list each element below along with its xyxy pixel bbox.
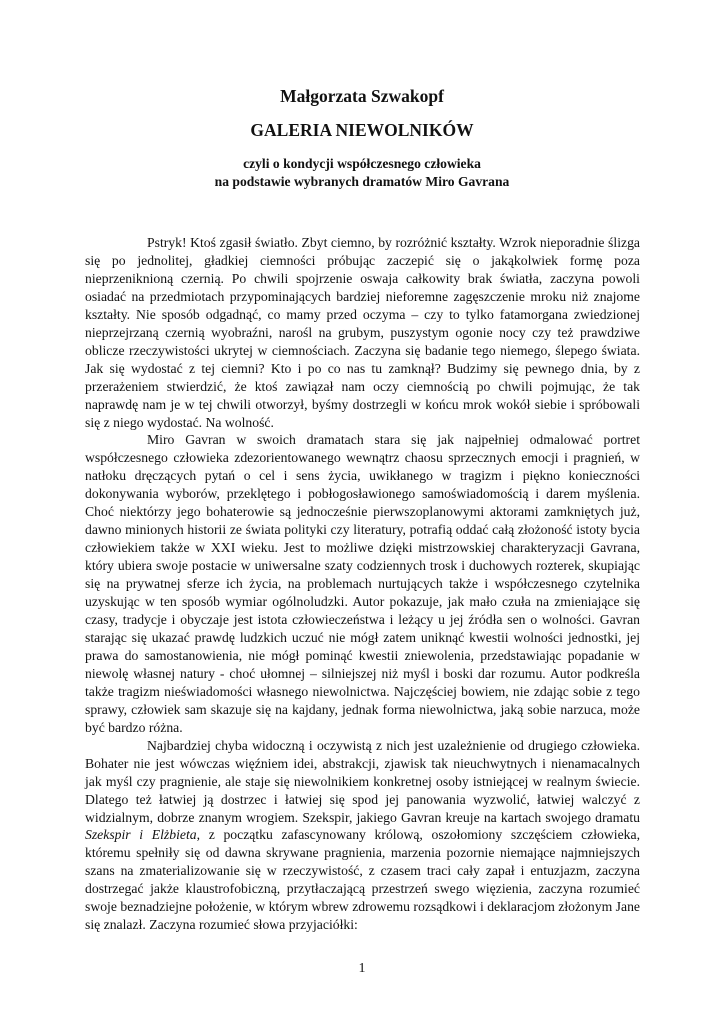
play-title-italic: Szekspir i Elżbieta	[85, 827, 197, 843]
paragraph-3-text-b: , z początku zafascynowany królową, oszołomiony szczęściem człowieka, któremu spełniły się od dawna skrywane pragnienia, marzenia pozornie niemające najmniejszych szans na zmaterializowanie się w rzeczywistość, z czasem traci cały zapał i entuzjazm, zaczyna dostrzegać jakże klaustrofobiczną, przytłaczającą przestrzeń swego więzienia, zaczyna rozumieć swoje beznadziejne położenie, w którym wbrew zdrowemu rozsądkowi i deklaracjom złożonym Jane się znalazł. Zaczyna rozumieć słowa przyjaciółki:	[85, 827, 640, 933]
paragraph-2: Miro Gavran w swoich dramatach stara się jak najpełniej odmalować portret współczesnego człowieka zdezorientowanego wewnątrz chaosu sprzecznych emocji i pragnień, w natłoku dręczących pytań o cel i sens życia, uwikłanego w tragizm i piękno konieczności dokonywania wyborów, przeklętego i pobłogosławionego samoświadomością i darem myślenia. Choć niektórzy jego bohaterowie są jednocześnie pierwszoplanowymi aktorami zamkniętych już, dawno minionych historii ze świata polityki czy literatury, potrafią oddać całą złożoność istoty bycia człowiekiem także w XXI wieku. Jest to możliwe dzięki mistrzowskiej charakteryzacji Gavrana, który ubiera swoje postacie w uniwersalne szaty codziennych trosk i duchowych rozterek, skupiając się na prywatnej sferze ich życia, na problemach nurtujących także i współczesnego czytelnika uzyskując w ten sposób wymiar ogólnoludzki. Autor pokazuje, jak mało czuła na zmieniające się czasy, tradycje i obyczaje jest istota człowieczeństwa i leżący u jej źródła sen o wolności. Gavran starając się ukazać prawdę ludzkich uczuć nie mógł zatem uniknąć kwestii wolności jednostki, jej prawa do samostanowienia, nie mógł pominąć kwestii zniewolenia, przedstawiając popadanie w niewolę własnej natury - choć ułomnej – silniejszej niż myśl i boski dar rozumu. Autor podkreśla także tragizm nieświadomości własnego niewolnictwa. Najczęściej bowiem, nie zdając sobie z tego sprawy, człowiek sam skazuje się na kajdany, jednak forma niewolnictwa, jaką sobie narzuca, może być bardzo różna.	[85, 432, 640, 735]
document-title: GALERIA NIEWOLNIKÓW	[250, 120, 474, 140]
page-number: 1	[358, 961, 366, 976]
author-name: Małgorzata Szwakopf	[280, 86, 444, 106]
document-subtitle	[0, 155, 724, 191]
subtitle-line-2: na podstawie wybranych dramatów Miro Gavrana	[214, 174, 510, 189]
paragraph-3	[85, 737, 640, 934]
paragraph-3-text-a: Najbardziej chyba widoczną i oczywistą z nich jest uzależnienie od drugiego człowieka. Bohater nie jest wówczas więźniem idei, abstrakcji, zjawisk tak nieuchwytnych i nienamacalnych jak myśl czy pragnienie, ale staje się niewolnikiem konkretnej osoby istniejącej w realnym świecie. Dlatego też łatwiej ją dostrzec i łatwiej się spod jej panowania wyzwolić, łatwiej walczyć z widzialnym, dobrze znanym wrogiem. Szekspir, jakiego Gavran kreuje na kartach swojego dramatu	[85, 737, 640, 825]
paragraph-1: Pstryk! Ktoś zgasił światło. Zbyt ciemno, by rozróżnić kształty. Wzrok nieporadnie ślizga się po jednolitej, gładkiej ciemności próbując zaczepić się o jakąkolwiek formę poza nieprzeniknioną czernią. Po chwili spojrzenie oswaja całkowity brak światła, zaczyna powoli osiadać na przedmiotach przypominających bardziej nieforemne zagęszczenie mroku niż znajome kształty. Nie sposób odgadnąć, co mamy przed oczyma – czy to tylko fatamorgana zwiedzionej nieprzejrzaną czernią wyobraźni, narośl na grubym, puszystym ogonie nocy czy też prawdziwe oblicze rzeczywistości ukrytej w ciemnościach. Zaczyna się badanie tego niemego, ślepego świata. Jak się wydostać z tej ciemni? Kto i po co nas tu zamknął? Budzimy się pewnego dnia, by z przerażeniem stwierdzić, że ktoś zawiązał nam oczy ciemnością po chwili pojmując, że tak naprawdę nam je w tej chwili otworzył, byśmy dostrzegli w końcu mrok wokół siebie i spróbowali się z niego wydostać. Na wolność.	[85, 235, 640, 430]
body-text	[85, 234, 640, 934]
subtitle-line-1: czyli o kondycji współczesnego człowieka	[243, 156, 481, 171]
